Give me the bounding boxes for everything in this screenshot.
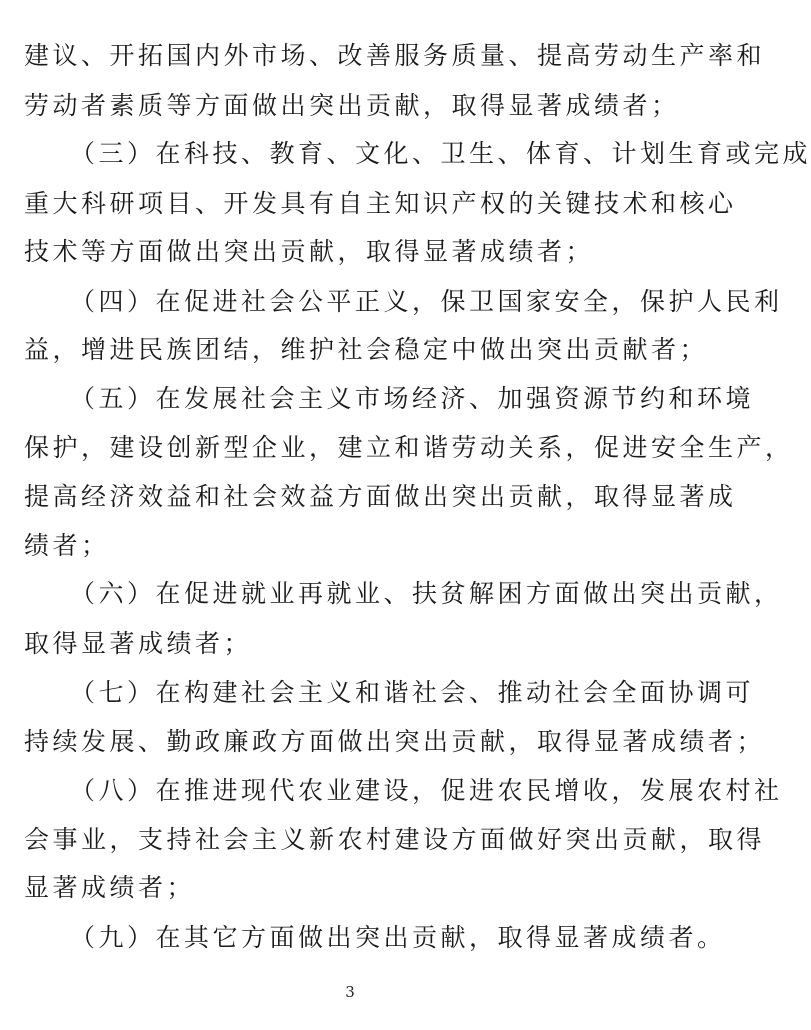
page-number: 3 [345, 983, 355, 1001]
text-line: 会事业，支持社会主义新农村建设方面做好突出贡献，取得 [24, 825, 766, 854]
text-line: 持续发展、勤政廉政方面做出突出贡献，取得显著成绩者； [24, 727, 766, 756]
paragraph-start-line: （七）在构建社会主义和谐社会、推动社会全面协调可 [70, 678, 755, 707]
paragraph-start-line: （八）在推进现代农业建设，促进农民增收，发展农村社 [70, 776, 783, 805]
text-line: 提高经济效益和社会效益方面做出突出贡献，取得显著成 [24, 482, 737, 511]
text-line: 建议、开拓国内外市场、改善服务质量、提高劳动生产率和 [24, 41, 766, 70]
text-line: 显著成绩者； [24, 873, 196, 902]
paragraph-start-line: （五）在发展社会主义市场经济、加强资源节约和环境 [70, 384, 755, 413]
paragraph-start-line: （九）在其它方面做出突出贡献，取得显著成绩者。 [70, 923, 726, 952]
text-line: 益，增进民族团结，维护社会稳定中做出突出贡献者； [24, 335, 709, 364]
text-line: 劳动者素质等方面做出突出贡献，取得显著成绩者； [24, 91, 680, 120]
text-line: 重大科研项目、开发具有自主知识产权的关键技术和核心 [24, 189, 737, 218]
text-line: 绩者； [24, 531, 110, 560]
paragraph-start-line: （四）在促进社会公平正义，保卫国家安全，保护人民利 [70, 287, 783, 316]
paragraph-start-line: （三）在科技、教育、文化、卫生、体育、计划生育或完成 [70, 139, 811, 168]
text-line: 保护，建设创新型企业，建立和谐劳动关系，促进安全生产， [24, 433, 794, 462]
paragraph-start-line: （六）在促进就业再就业、扶贫解困方面做出突出贡献， [70, 579, 783, 608]
text-line: 取得显著成绩者； [24, 629, 253, 658]
text-line: 技术等方面做出突出贡献，取得显著成绩者； [24, 237, 595, 266]
